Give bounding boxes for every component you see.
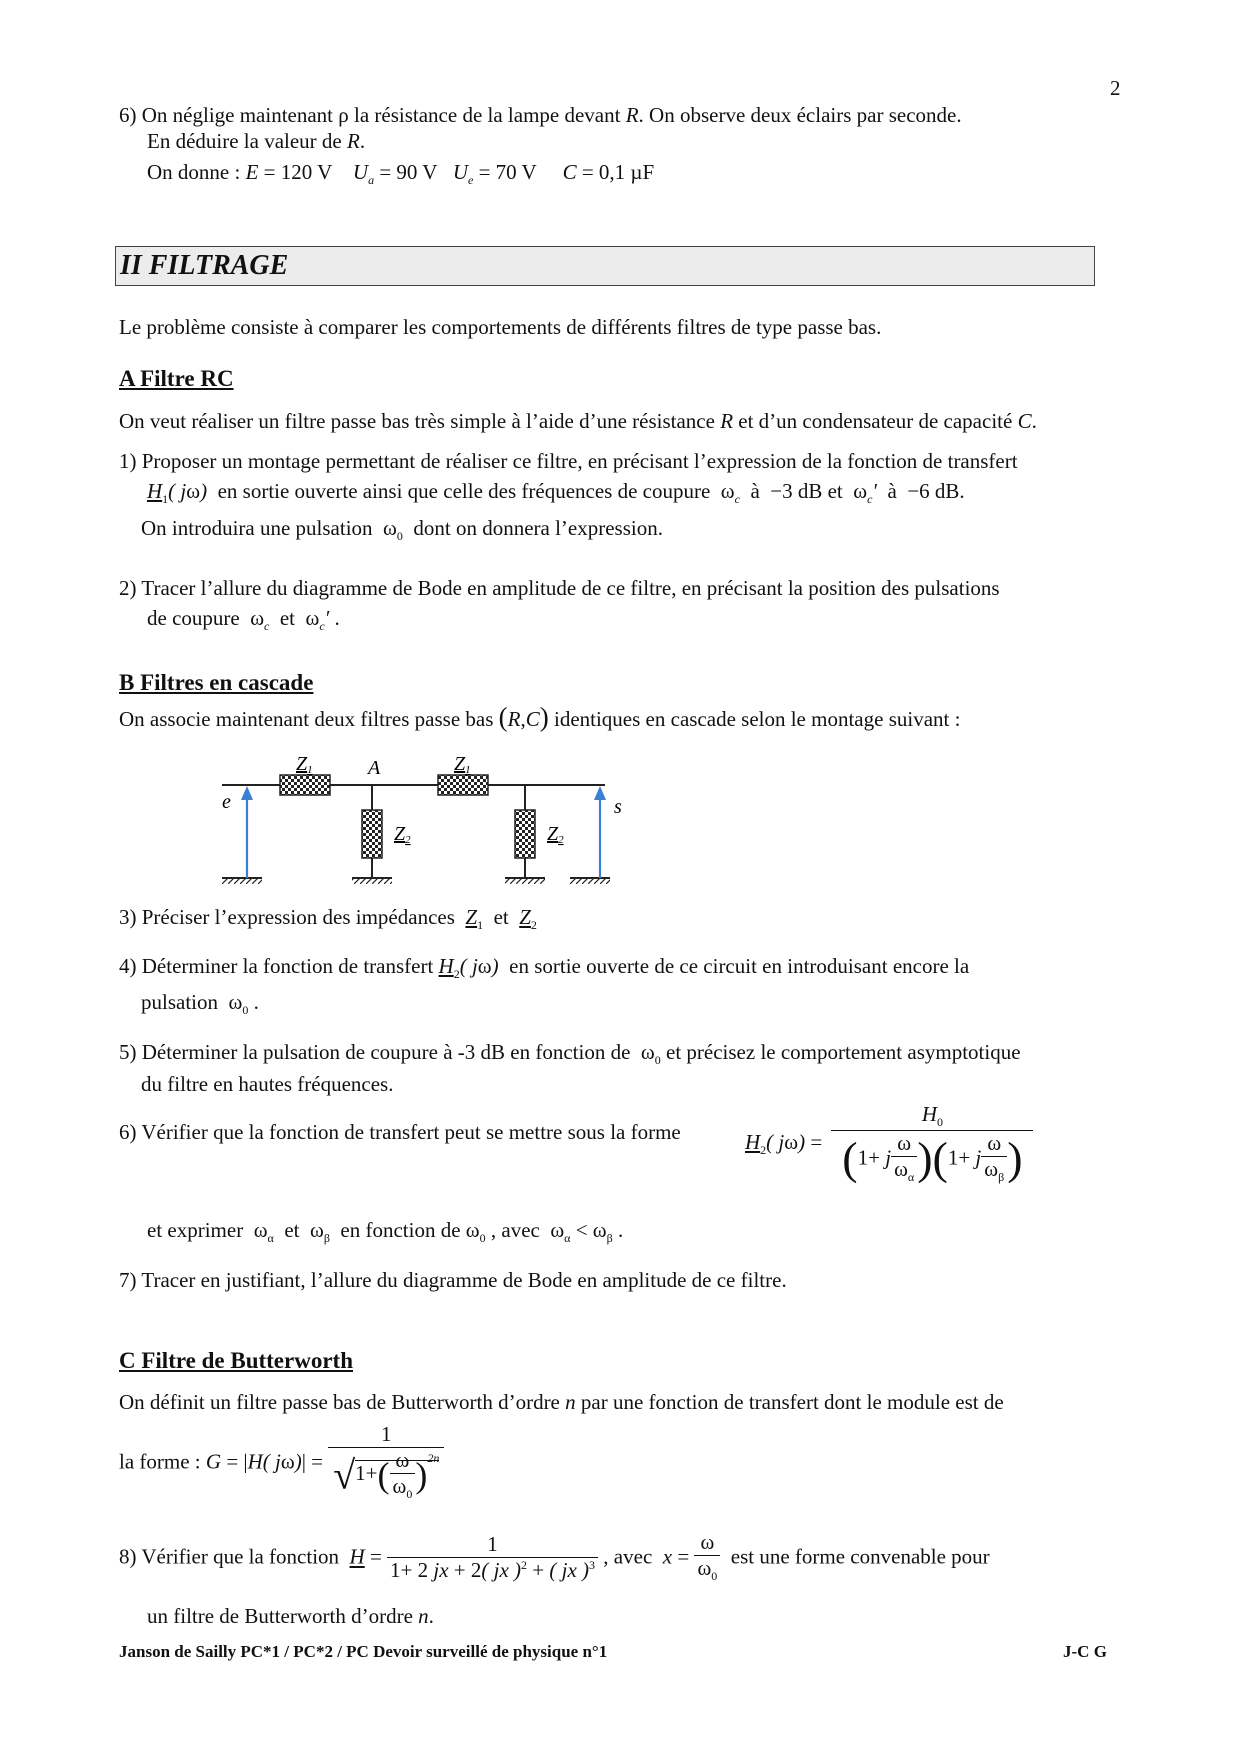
circuit-diagram (210, 740, 640, 890)
q4-line1: 4) Déterminer la fonction de transfert $H_2$( jω) en sortie ouverte de ce circuit en introduisant encore la (119, 954, 970, 982)
q5-line2: du filtre en hautes fréquences. (141, 1072, 394, 1096)
q8-line1: 8) Vérifier que la fonction H = $\frac{1}{1+ 2 jx + 2( jx )^2 + ( jx )^3}$ , avec x = $\frac{\omega}{\omega_0}$ est une forme convenable pour (119, 1530, 990, 1584)
partC-text-line1: On définit un filtre passe bas de Butterworth d’ordre n par une fonction de transfert dont le module est de (119, 1390, 1004, 1414)
node-a-label: A (368, 757, 381, 779)
partA-heading: A Filtre RC (119, 366, 234, 391)
z2-label-second: Z2 (547, 823, 564, 846)
z1-second-impedance (438, 775, 488, 795)
q4-line2: pulsation $\omega_0$ . (141, 990, 259, 1018)
page-number: 2 (1110, 76, 1121, 100)
q6-part1-data: On donne : E = 120 V $U_a = 90$ V $U_e = 70$ V C = 0,1 µF (147, 160, 655, 188)
q2-line2: de coupure $\omega_c$ et $\omega_c'$ . (147, 606, 340, 634)
footer-right: J-C G (1063, 1642, 1107, 1661)
q6-part1-line1: 6) On néglige maintenant ρ la résistance de la lampe devant R. On observe deux éclairs par seconde. (119, 103, 962, 127)
ground-symbols (222, 878, 610, 884)
h2-formula: $H_2$( jω) = $H_0$ (1+ j $\frac{\omega}{\omega_\alpha}$ )(1+ j $\frac{\omega}{\omega_\beta}$ ) (745, 1102, 1033, 1185)
partB-heading: B Filtres en cascade (119, 670, 314, 695)
q8-tail: est une forme convenable pour (725, 1544, 990, 1569)
z1-label-second: Z1 (454, 753, 471, 776)
q6-part1-line2: En déduire la valeur de R. (147, 129, 366, 153)
z2-first-impedance (362, 810, 382, 858)
footer-left: Janson de Sailly PC*1 / PC*2 / PC Devoir surveillé de physique n°1 (119, 1642, 608, 1661)
partB-text: On associe maintenant deux filtres passe bas (R,C) identiques en cascade selon le montage suivant : (119, 702, 961, 732)
butterworth-gain-line: la forme : G = |H( jω)| = 1 √1+( $\frac{\omega}{\omega_0}$ )$^{2n}$ (119, 1422, 444, 1502)
q6-line2: et exprimer $\omega_\alpha$ et $\omega_\beta$ en fonction de $\omega_0$ , avec $\omega_\alpha < \omega_\beta$ . (147, 1218, 624, 1246)
section-header (115, 246, 1095, 286)
output-label: s (614, 796, 622, 818)
z1-label-first: Z1 (296, 753, 313, 776)
q8-line2: un filtre de Butterworth d’ordre n. (147, 1604, 434, 1628)
input-label: e (222, 791, 231, 813)
section-title: II FILTRAGE (120, 250, 289, 281)
q8-intro: 8) Vérifier que la fonction (119, 1544, 340, 1569)
z2-label-first: Z2 (394, 823, 411, 846)
q1-line2: $H_1$( jω) en sortie ouverte ainsi que celle des fréquences de coupure $\omega_c$ à −3 dB et $\omega_c'$ à −6 dB. (147, 479, 965, 507)
q7: 7) Tracer en justifiant, l’allure du diagramme de Bode en amplitude de ce filtre. (119, 1268, 787, 1292)
butterworth-h-formula: $\frac{1}{1+ 2 jx + 2( jx )^2 + ( jx )^3}$ (387, 1532, 598, 1583)
intro-text: Le problème consiste à comparer les comportements de différents filtres de type passe bas. (119, 315, 882, 339)
q1-line1: 1) Proposer un montage permettant de réaliser ce filtre, en précisant l’expression de la fonction de transfert (119, 449, 1018, 473)
q1-line3: On introduira une pulsation $\omega_0$ dont on donnera l’expression. (141, 516, 663, 544)
q6-line1: 6) Vérifier que la fonction de transfert peut se mettre sous la forme (119, 1120, 681, 1144)
q2-line1: 2) Tracer l’allure du diagramme de Bode en amplitude de ce filtre, en précisant la position des pulsations (119, 576, 1000, 600)
partA-text: On veut réaliser un filtre passe bas très simple à l’aide d’une résistance R et d’un condensateur de capacité C. (119, 409, 1037, 433)
partC-text-line2: la forme : (119, 1449, 201, 1474)
q8-avec: , avec (603, 1544, 653, 1569)
partC-heading: C Filtre de Butterworth (119, 1348, 353, 1373)
q3: 3) Préciser l’expression des impédances $Z_1$ et $Z_2$ (119, 905, 537, 933)
q5-line1: 5) Déterminer la pulsation de coupure à -3 dB en fonction de $\omega_0$ et précisez le comportement asymptotique (119, 1040, 1021, 1068)
z2-second-impedance (515, 810, 535, 858)
z1-first-impedance (280, 775, 330, 795)
butterworth-gain-formula: 1 √1+( $\frac{\omega}{\omega_0}$ )$^{2n}$ (328, 1422, 444, 1502)
